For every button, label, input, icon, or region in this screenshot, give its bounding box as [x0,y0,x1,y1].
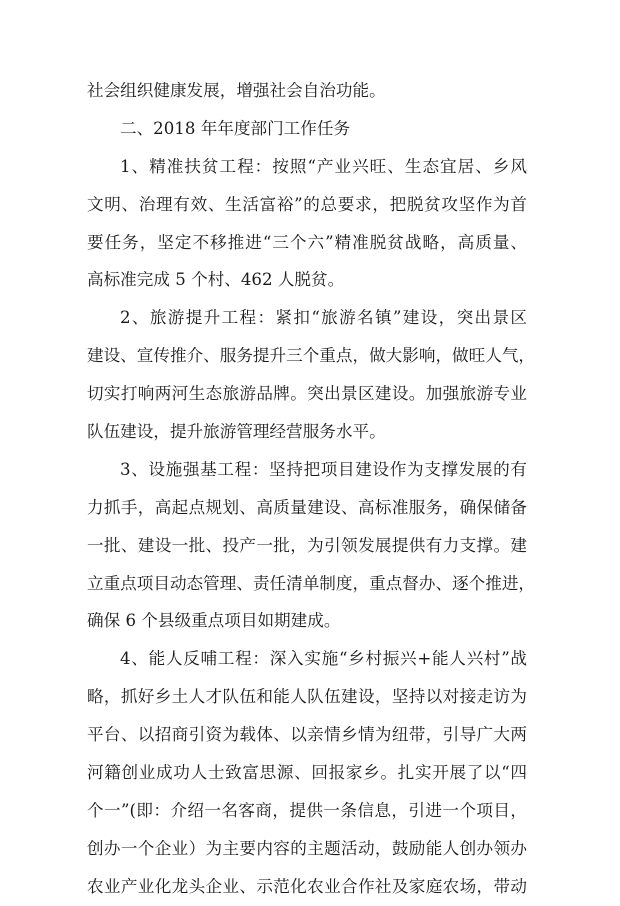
text-line: 个一”(即：介绍一名客商，提供一条信息，引进一个项目， [87,800,527,820]
text-line: 立重点项目动态管理、责任清单制度，重点督办、逐个推进， [87,573,536,593]
text-line: 队伍建设，提升旅游管理经营服务水平。 [87,422,386,442]
text-line: 要任务，坚定不移推进“三个六”精准脱贫战略，高质量、 [87,232,527,252]
text-line: 3、设施强基工程：坚持把项目建设作为支撑发展的有 [120,459,527,479]
text-line: 创办一个企业）为主要内容的主题活动，鼓励能人创办领办 [87,838,527,858]
text-line: 农业产业化龙头企业、示范化农业合作社及家庭农场，带动 [87,876,527,896]
document-body [87,72,536,906]
text-line: 建设、宣传推介、服务提升三个重点，做大影响，做旺人气， [87,346,536,366]
text-line: 确保 6 个县级重点项目如期建成。 [87,611,341,631]
text-line: 文明、治理有效、生活富裕”的总要求，把脱贫攻坚作为首 [87,194,527,214]
text-line: 社会组织健康发展，增强社会自治功能。 [87,81,386,100]
text-line: 切实打响两河生态旅游品牌。突出景区建设。加强旅游专业 [87,384,527,404]
text-line: 一批、建设一批、投产一批，为引领发展提供有力支撑。建 [87,535,527,555]
section-heading: 二、2018 年年度部门工作任务 [120,118,351,138]
text-line: 略，抓好乡土人才队伍和能人队伍建设，坚持以对接走访为 [87,687,527,707]
text-line: 4、能人反哺工程：深入实施“乡村振兴+能人兴村”战 [120,649,527,669]
text-line: 2、旅游提升工程：紧扣“旅游名镇”建设，突出景区 [120,308,527,328]
text-line: 平台、以招商引资为载体、以亲情乡情为纽带，引导广大两 [87,725,527,745]
text-line: 1、精准扶贫工程：按照“产业兴旺、生态宜居、乡风 [120,156,527,176]
text-line: 河籍创业成功人士致富思源、回报家乡。扎实开展了以“四 [87,763,527,783]
text-line: 高标准完成 5 个村、462 人脱贫。 [87,270,345,290]
text-line: 力抓手，高起点规划、高质量建设、高标准服务，确保储备 [87,497,527,517]
